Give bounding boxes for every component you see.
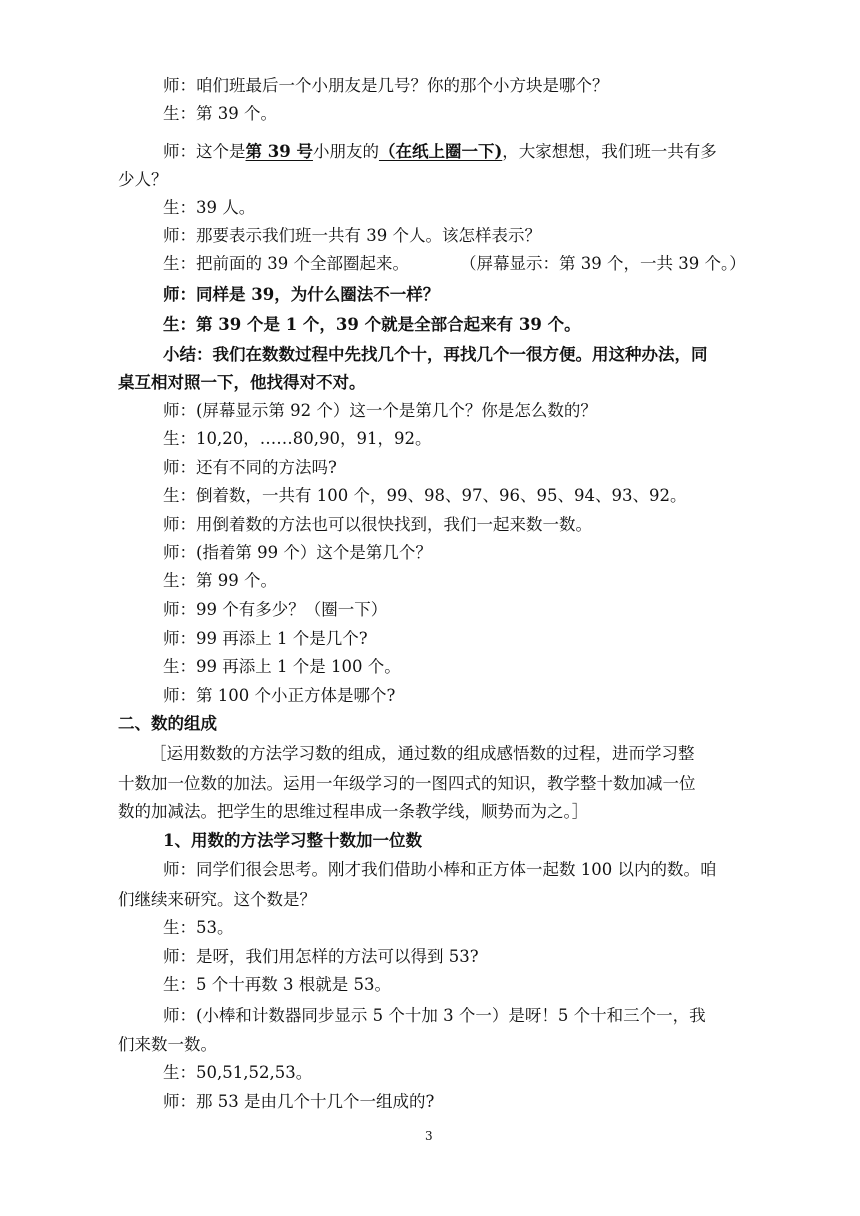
text-line: 生：39 人。 bbox=[163, 198, 256, 217]
text-line: 生：倒着数，一共有 100 个，99、98、97、96、95、94、93、92。 bbox=[163, 486, 687, 505]
screen-note: （屏幕显示：第 39 个，一共 39 个。） bbox=[460, 254, 746, 273]
text-line: 师：99 再添上 1 个是几个? bbox=[163, 629, 368, 648]
text-line bbox=[163, 254, 763, 274]
text-line: 师：咱们班最后一个小朋友是几号？你的那个小方块是哪个？ bbox=[163, 76, 609, 95]
emphasis-text: 第 39 号 bbox=[245, 142, 313, 161]
text-line: 师：同学们很会思考。刚才我们借助小棒和正方体一起数 100 以内的数。咱 bbox=[163, 860, 717, 879]
text-span: 小朋友的 bbox=[312, 142, 379, 161]
text-span: 生：把前面的 39 个全部圈起来。 bbox=[163, 254, 409, 273]
text-line: 师：(小棒和计数器同步显示 5 个十加 3 个一）是呀！5 个十和三个一，我 bbox=[163, 1006, 706, 1025]
text-line: 生：10,20，……80,90，91，92。 bbox=[163, 429, 432, 448]
text-line: 生：第 39 个是 1 个，39 个就是全部合起来有 39 个。 bbox=[163, 315, 581, 334]
text-line: 生：99 再添上 1 个是 100 个。 bbox=[163, 657, 401, 676]
text-line: 少人？ bbox=[118, 170, 168, 189]
text-line: 们继续来研究。这个数是？ bbox=[118, 890, 316, 909]
text-line: 数的加减法。把学生的思维过程串成一条教学线，顺势而为之。］ bbox=[118, 802, 589, 821]
text-line: 师：99 个有多少？（圈一下） bbox=[163, 600, 388, 619]
text-line: 师：(指着第 99 个）这个是第几个？ bbox=[163, 543, 432, 562]
text-line: 师：那 53 是由几个十几个一组成的? bbox=[163, 1092, 435, 1111]
text-line: 师：(屏幕显示第 92 个）这一个是第几个？你是怎么数的？ bbox=[163, 401, 597, 420]
text-line: 生：53。 bbox=[163, 918, 234, 937]
text-line: 们来数一数。 bbox=[118, 1035, 217, 1054]
summary-line: 桌互相对照一下，他找得对不对。 bbox=[118, 373, 366, 392]
text-line: 生：第 99 个。 bbox=[163, 571, 277, 590]
text-line: 师：是呀，我们用怎样的方法可以得到 53? bbox=[163, 947, 479, 966]
subsection-heading: 1、用数的方法学习整十数加一位数 bbox=[163, 831, 422, 850]
text-line: 生：50,51,52,53。 bbox=[163, 1063, 313, 1082]
text-line: 生：5 个十再数 3 根就是 53。 bbox=[163, 975, 391, 994]
text-span: ，大家想想，我们班一共有多 bbox=[502, 142, 717, 161]
text-line: 生：第 39 个。 bbox=[163, 104, 277, 123]
text-span: 师：这个是 bbox=[163, 142, 246, 161]
text-line bbox=[163, 142, 717, 162]
emphasis-text: （在纸上圈一下) bbox=[378, 142, 503, 161]
section-heading: 二、数的组成 bbox=[118, 714, 217, 733]
text-line: ［运用数数的方法学习数的组成，通过数的组成感悟数的过程，进而学习整 bbox=[150, 744, 695, 763]
text-line: 师：同样是 39，为什么圈法不一样？ bbox=[163, 285, 440, 304]
page-number: 3 bbox=[425, 1129, 433, 1143]
text-line: 师：还有不同的方法吗? bbox=[163, 458, 337, 477]
text-line: 师：第 100 个小正方体是哪个? bbox=[163, 686, 396, 705]
summary-line: 小结：我们在数数过程中先找几个十，再找几个一很方便。用这种办法，同 bbox=[163, 345, 708, 364]
text-line: 十数加一位数的加法。运用一年级学习的一图四式的知识，教学整十数加减一位 bbox=[118, 774, 696, 793]
text-line: 师：用倒着数的方法也可以很快找到，我们一起来数一数。 bbox=[163, 515, 592, 534]
text-line: 师：那要表示我们班一共有 39 个人。该怎样表示？ bbox=[163, 226, 541, 245]
